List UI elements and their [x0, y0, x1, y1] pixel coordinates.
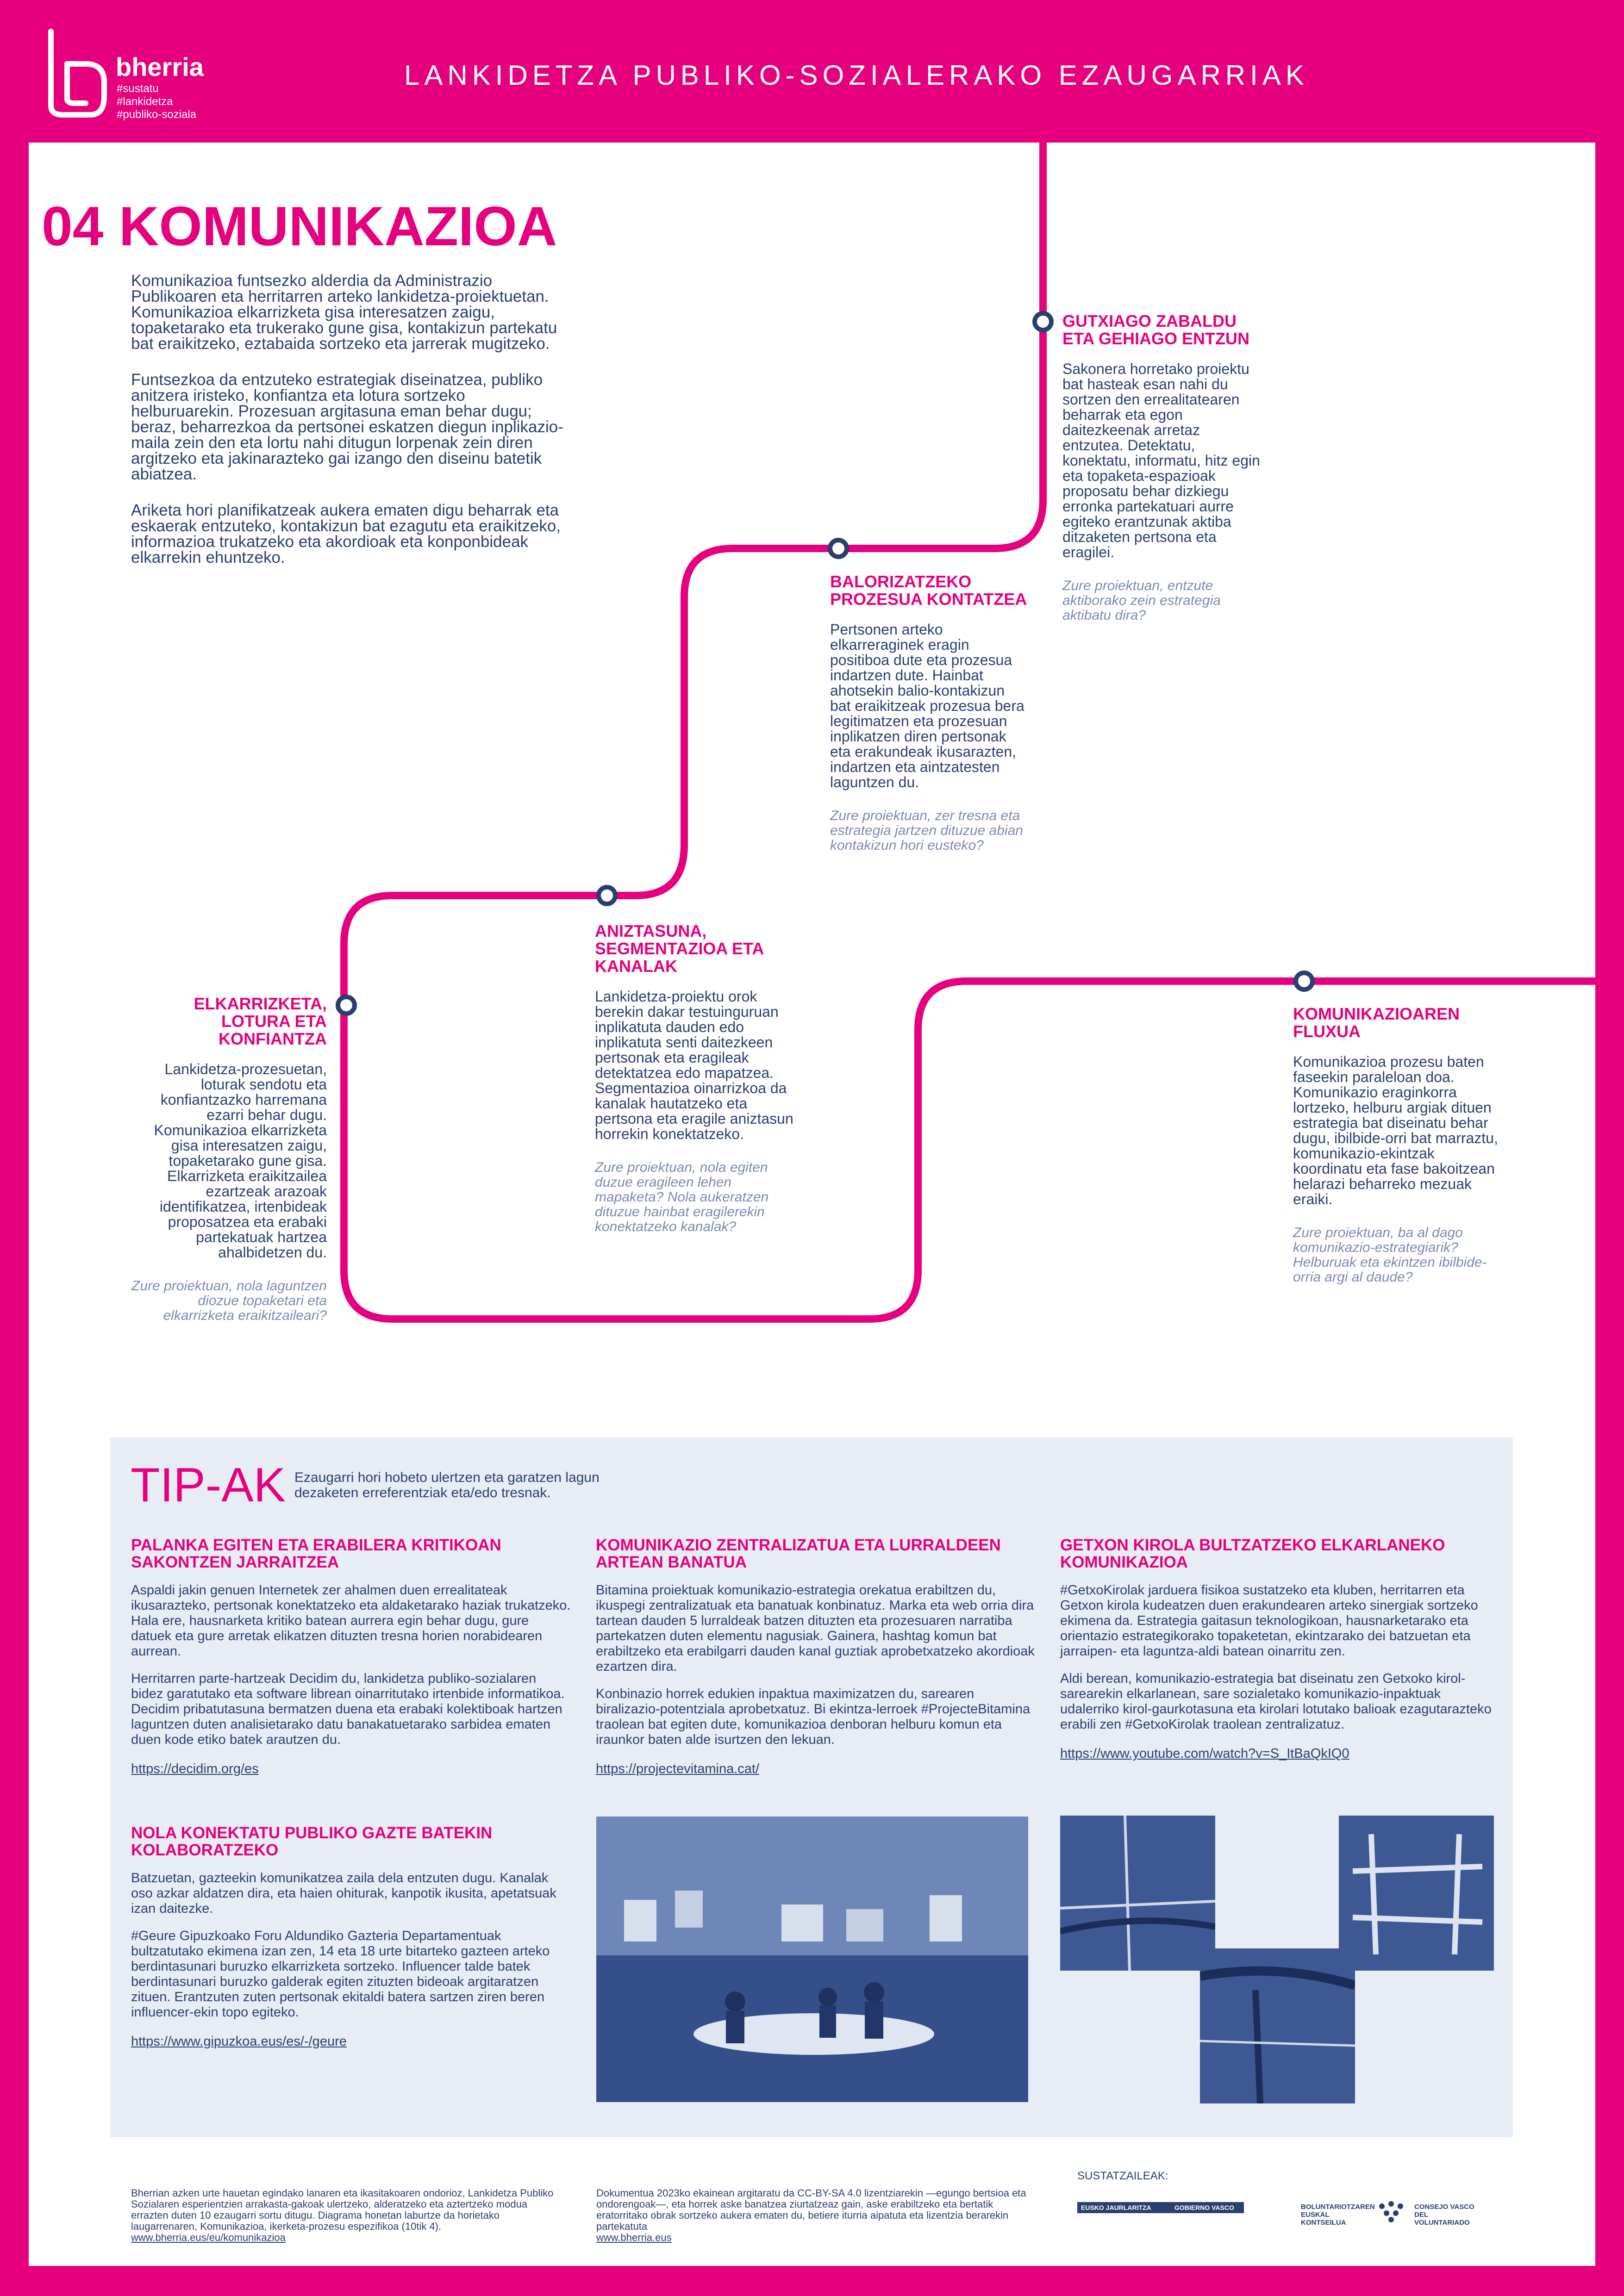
tip-paragraph: Bitamina proiektuak komunikazio-estrategia orekatua erabiltzen du, ikuspegi zentralizatuak eta banatuak konbinatuz. Marka eta web orria dira tartean dauden 5 lurraldeak batzen dituzten eta prozesuaren narratiba partekatzen duten elementu nagusiak. Gainera, hashtag komun bat erabiltzeko eta erabilgarri dauden kanal guztiak aprobetxatzeko akordioak ezartzen dira. [596, 1583, 1035, 1674]
tip-paragraph: #GetxoKirolak jarduera fisikoa sustatzeko eta kluben, herritarren eta Getxon kirola kudeatzen duen erakundearen arteko sinergiak sortzeko ekimena da. Estrategia gaitasun teknologikoan, hausnarketarako eta orientazio estrategikorako topaketetan, ekintzarako dei batzuetan eta jarraipen- eta laguntza-aldi batean oinarritu zen. [1060, 1583, 1478, 1659]
stop-title: GUTXIAGO ZABALDU ETA GEHIAGO ENTZUN [1062, 311, 1249, 348]
logo-tag: #lankidetza [117, 95, 173, 108]
tip-link[interactable]: https://www.gipuzkoa.eus/es/-/geure [131, 2034, 347, 2049]
tip-paragraph: Aspaldi jakin genuen Internetek zer ahalmen duen errealitateak ikusarazteko, pertsonak konektatzeko eta aldaketarako haziak trukatzeko. Hala ere, hausnarketa kritiko batean aurrera egin behar dugu, gure datuek eta gure arretak elikatzen dituzten tresna horien norabidearen aurrean. [131, 1583, 571, 1659]
stop-question: Zure proiektuan, entzute aktiborako zein estrategia aktibatu dira? [1062, 578, 1221, 623]
tip-paragraph: Aldi berean, komunikazio-estrategia bat diseinatu zen Getxoko kirol-sarearekin elkarlanean, sare sozialetako komunikazio-inpaktuak udalerriko kirol-gaurkotasuna eta kirolari lotutako balioak ezagutarazteko erabili zen #GetxoKirolak traolean zentralizatuz. [1060, 1671, 1492, 1732]
tip-link[interactable]: https://projectevitamina.cat/ [596, 1761, 759, 1776]
stop-question: Zure proiektuan, nola egiten duzue eragileen lehen mapaketa? Nola aukeratzen dituzue hainbat eragilerekin konektatzeko kanalak? [595, 1160, 769, 1234]
footer-about [131, 2188, 566, 2243]
tip-title: PALANKA EGITEN ETA ERABILERA KRITIKOAN SAKONTZEN JARRAITZEA [131, 1536, 501, 1571]
meeting-room-photo [596, 1817, 1028, 2102]
stop-marker [1296, 973, 1312, 989]
intro-paragraph: Funtsezkoa da entzuteko estrategiak diseinatzea, publiko anitzera iristeko, konfiantza eta lotura sortzeko helburuarekin. Prozesuan argitasuna eman behar dugu; beraz, beharrezkoa da pertsonei eskatzen diegun inplikazio-maila zein den eta lortu nahi ditugun lorpenak zein diren argitzeko eta jakinarazteko gai izango den diseinu batetik abiatzea. [131, 371, 563, 483]
stop-title: ANIZTASUNA, SEGMENTAZIOA ETA KANALAK [595, 921, 763, 976]
section-title: 04 KOMUNIKAZIOA [42, 195, 557, 257]
tip-paragraph: Konbinazio horrek edukien inpaktua maximizatzen du, sarearen biralizazio-potentziala aprobetxatuz. Bi ekintza-lerroek #ProjecteBitamina traolean bat egiten dute, komunikazioa denboran helburu komun eta iraunkor baten alde isurtzen den lekuan. [596, 1686, 1031, 1747]
tips-title: TIP-AK [131, 1458, 286, 1512]
tip-title: NOLA KONEKTATU PUBLIKO GAZTE BATEKIN KOLABORATZEKO [131, 1824, 493, 1859]
stop-question: Zure proiektuan, zer tresna eta estrategia jartzen dituzue abian kontakizun hori eusteko? [830, 808, 1023, 853]
logo-tag: #publiko-soziala [117, 108, 197, 121]
stop-body: Komunikazioa prozesu baten faseekin paraleloan doa. Komunikazio eraginkorra lortzeko, helburu argiak dituen estrategia bat diseinatu behar dugu, ibilbide-orri bat marraztu, komunikazio-ekintzak koordinatu eta fase bakoitzean helarazi beharreko mezuak eraiki. [1293, 1053, 1498, 1207]
header-title: LANKIDETZA PUBLIKO-SOZIALERAKO EZAUGARRIAK [404, 60, 1309, 91]
tip-paragraph: Herritarren parte-hartzeak Decidim du, lankidetza publiko-sozialaren bidez garatutako eta software librean oinarritutako irtenbide informatikoa. Decidim pribatutasuna bermatzen duena eta erabaki kolektiboak hartzen laguntzen duten analisietarako datu banakatuetarako sarbidea ematen duen kode etiko batek arautzen du. [131, 1671, 565, 1747]
stop-elkarrizketa [125, 995, 327, 1323]
sponsor-gov-es: GOBIERNO VASCO [1174, 2204, 1234, 2211]
sponsor-gov-eu: EUSKO JAURLARITZA [1081, 2204, 1151, 2211]
stop-title: KOMUNIKAZIOAREN FLUXUA [1293, 1004, 1460, 1041]
footer-license-text: Dokumentua 2023ko ekainean argitaratu da CC-BY-SA 4.0 lizentziarekin —egungo bertsioa eta ondorengoak—, eta horrek aske banatzea ziurtatzeaz gain, aske erabiltzeko eta bertatik eratorritako obrak sortzeko aukera ematen du, betiere iturria aipatuta eta lizentzia berarekin partekatuta [596, 2187, 1026, 2232]
rope-knot-photo [1339, 1816, 1494, 1971]
stop-question: Zure proiektuan, nola laguntzen diozue topaketari eta elkarrizketa eraikitzaileari? [131, 1278, 327, 1323]
volunteer-logo-icon [1375, 2199, 1407, 2222]
tip-paragraph: #Geure Gipuzkoako Foru Aldundiko Gazteria Departamentuak bultzatutako ekimena izan zen, 14 eta 18 urte bitarteko gazteen arteko berdintasunari buruzko elkarrizketa sortzeko. Influencer talde batek berdintasunari buruzko galderak egiten zituzten bideoak argitaratzen zituen. Erantzuten zuten pertsonak ekitaldi batera sartzen ziren beren influencer-ekin topo egiteko. [131, 1929, 550, 2020]
stop-aniztasuna [595, 922, 799, 1234]
tip-paragraph: Batzuetan, gazteekin komunikatzea zaila dela entzuten dugu. Kanalak oso azkar aldatzen dira, eta haien ohiturak, kanpotik ikusita, apetatsuak izan daitezke. [131, 1871, 556, 1916]
tip-title: GETXON KIROLA BULTZATZEKO ELKARLANEKO KOMUNIKAZIOA [1060, 1536, 1445, 1571]
intro-paragraph: Ariketa hori planifikatzeak aukera ematen digu beharrak eta eskaerak entzuteko, kontakizun bat ezagutu eta eraikitzeko, informazioa trukatzeko eta akordioak eta konponbideak elkarrekin ehuntzeko. [131, 501, 561, 566]
stop-marker [830, 540, 847, 557]
stop-body: Pertsonen arteko elkarreraginek eragin positiboa dute eta prozesua indartzen dute. Hainbat ahotsekin balio-kontakizun bat eraikitzeak prozesua bera legitimatzen eta prozesuan inplikatzen diren pertsonak eta erakundeak ikusarazten, indartzen eta aintzatesten laguntzen du. [830, 621, 1024, 790]
tip-palanka [131, 1537, 571, 1777]
stop-question: Zure proiektuan, ba al dago komunikazio-estrategiarik? Helburuak eta ekintzen ibilbide-orria argi al daude? [1293, 1225, 1487, 1285]
tip-komunikazio [596, 1537, 1036, 1777]
tip-link[interactable]: https://www.youtube.com/watch?v=S_ItBaQkIQ0 [1060, 1746, 1349, 1761]
footer-license [596, 2188, 1031, 2243]
rope-photo [1060, 1816, 1215, 1971]
sponsor-gov-logo [1077, 2202, 1244, 2213]
tip-link[interactable]: https://decidim.org/es [131, 1761, 259, 1776]
tip-nola [131, 1824, 571, 2049]
intro-paragraph: Komunikazioa funtsezko alderdia da Administrazio Publikoaren eta herritarren arteko lankidetza-proiektuetan. Komunikazioa elkarrizketa gisa interesatzen zaigu, topaketarako eta trukerako gune gisa, kontakizun partekatu bat eraikitzeko, eztabaida sortzeko eta jarrerak mugitzeko. [131, 272, 557, 353]
footer-license-link[interactable]: www.bherria.eus [596, 2232, 672, 2243]
stop-gutxiago [1062, 312, 1262, 623]
stop-body: Sakonera horretako proiektu bat hasteak esan nahi du sortzen den errealitatearen beharrak eta egon daitezkeenak arretaz entzutea. Detektatu, konektatu, informatu, hitz egin eta topaketa-espazioak proposatu behar dizkiegu erronka partekatuari aurre egiteko erantzunak aktiba ditzaketen pertsona eta eragilei. [1062, 361, 1260, 560]
stop-balorizatzeko [830, 573, 1029, 853]
stop-title: ELKARRIZKETA, LOTURA ETA KONFIANTZA [194, 994, 327, 1048]
stop-marker [1035, 313, 1051, 330]
sponsors-label: SUSTATZAILEAK: [1077, 2170, 1168, 2182]
stop-body: Lankidetza-proiektu orok berekin dakar testuinguruan inplikatuta dauden edo inplikatuta senti daitezkeen pertsonak eta eragileak detektatzea edo mapatzea. Segmentazioa oinarrizkoa da kanalak hautatzeko eta pertsona eta eragile aniztasun horrekin konektatzeko. [595, 988, 793, 1142]
footer-about-text: Bherrian azken urte hauetan egindako lanaren eta ikasitakoaren ondorioz, Lankidetza Publiko Sozialaren esperientzien arrakasta-gakoak ulertzeko, alderatzeko eta aztertzeko modua errazten duten 10 ezaugarri sortu ditugu. Diagrama honetan laburtze da horietako laugarrenaren, Komunikazioa, ikerketa-prozesu espezifikoa (10tik 4). [131, 2187, 554, 2232]
stop-fluxua [1293, 1005, 1501, 1285]
rope-hand-photo [1200, 1948, 1355, 2103]
sponsor-volunteer-eu: BOLUNTARIOTZAREN EUSKAL KONTSEILUA [1301, 2203, 1375, 2227]
stop-body: Lankidetza-prozesuetan, loturak sendotu eta konfiantzazko harremana ezarri behar dugu. Komunikazioa elkarrizketa gisa interesatzen zaigu, topaketarako gune gisa. Elkarrizketa eraikitzailea ezartzeak arazoak identifikatzea, irtenbideak proposatzea eta erabaki partekatuak hartzea ahalbidetzen du. [154, 1061, 327, 1261]
logo-tag: #sustatu [117, 82, 159, 95]
tips-subtitle: Ezaugarri hori hobeto ulertzen eta garatzen lagun dezaketen erreferentziak eta/edo tresnak. [294, 1470, 600, 1500]
logo-name: bherria [116, 52, 204, 81]
tip-title: KOMUNIKAZIO ZENTRALIZATUA ETA LURRALDEEN ARTEAN BANATUA [596, 1536, 1001, 1571]
tip-getxo [1060, 1537, 1500, 1761]
stop-marker [338, 997, 355, 1014]
intro-text [131, 273, 566, 586]
stop-marker [599, 887, 615, 904]
stop-title: BALORIZATZEKO PROZESUA KONTATZEA [830, 572, 1027, 609]
sponsor-volunteer-es: CONSEJO VASCO DEL VOLUNTARIADO [1414, 2203, 1474, 2227]
footer-about-link[interactable]: www.bherria.eus/eu/komunikazioa [131, 2232, 286, 2243]
